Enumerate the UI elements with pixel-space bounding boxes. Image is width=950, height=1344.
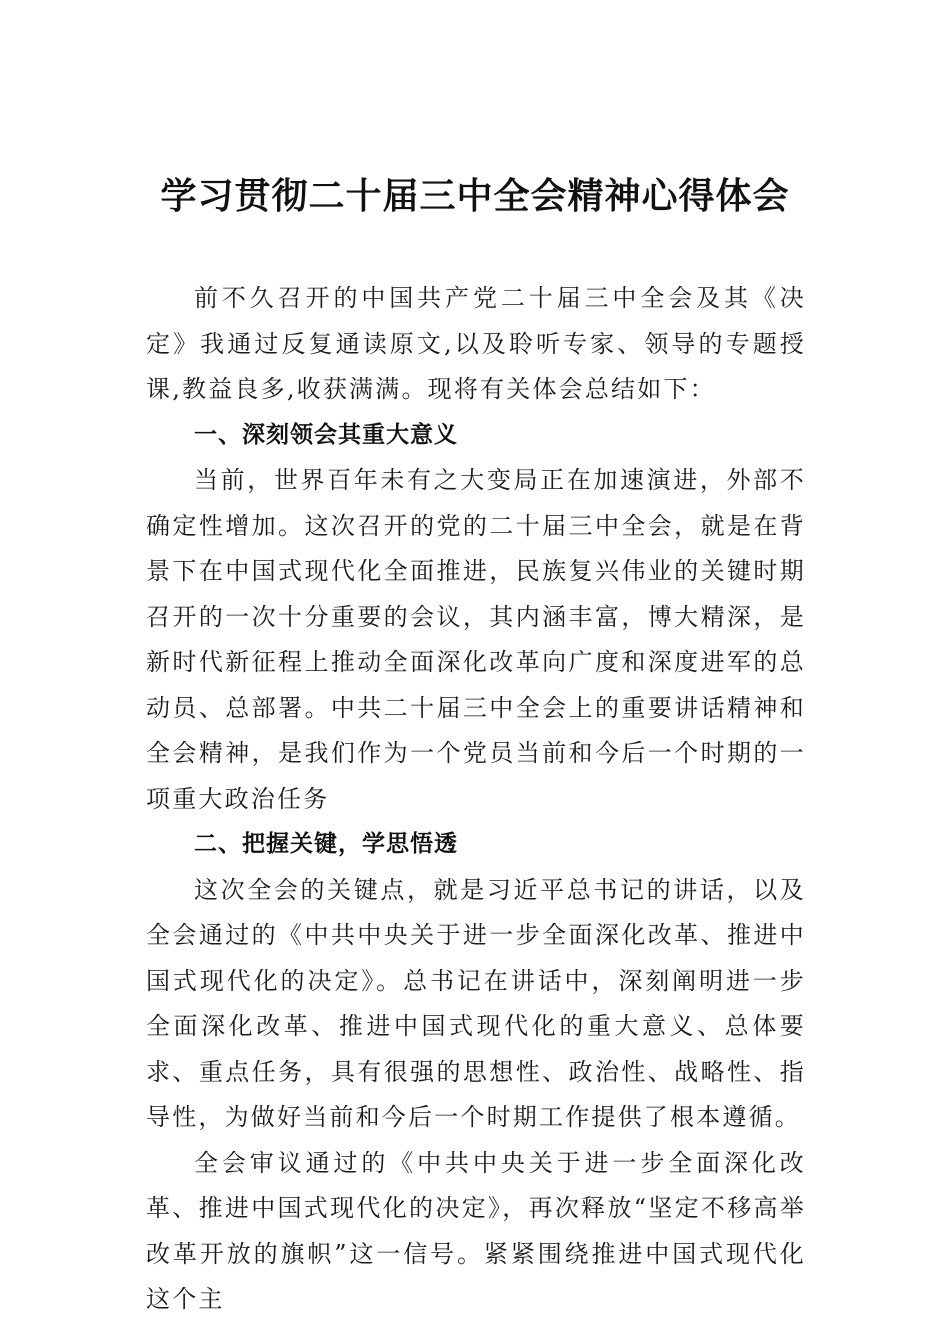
section-heading-2: 二、把握关键，学思悟透	[194, 831, 458, 857]
section-heading-1: 一、深刻领会其重大意义	[194, 421, 458, 448]
paragraph-key-points: 这次全会的关键点，就是习近平总书记的讲话，以及全会通过的《中共中央关于进一步全面深化改革、推进中国式现代化的决定》。总书记在讲话中，深刻阐明进一步全面深化改革、推进中国式现代化的重大意义、总体要求、重点任务，具有很强的思想性、政治性、战略性、指导性，为做好当前和今后一个时期工作提供了根本遵循。	[146, 875, 806, 1131]
paragraph-intro: 前不久召开的中国共产党二十届三中全会及其《决定》我通过反复通读原文,以及聆听专家、领导的专题授课,教益良多,收获满满。现将有关体会总结如下：	[146, 284, 806, 403]
paragraph-decision: 全会审议通过的《中共中央关于进一步全面深化改革、推进中国式现代化的决定》，再次释放“坚定不移高举改革开放的旗帜”这一信号。紧紧围绕推进中国式现代化这个主	[146, 1148, 806, 1313]
document-body	[146, 276, 806, 1323]
document-title: 学习贯彻二十届三中全会精神心得体会	[160, 175, 790, 217]
paragraph-significance: 当前，世界百年未有之大变局正在加速演进，外部不确定性增加。这次召开的党的二十届三中全会，就是在背景下在中国式现代化全面推进，民族复兴伟业的关键时期召开的一次十分重要的会议，其内涵丰富，博大精深，是新时代新征程上推动全面深化改革向广度和深度进军的总动员、总部署。中共二十届三中全会上的重要讲话精神和全会精神，是我们作为一个党员当前和今后一个时期的一项重大政治任务	[146, 466, 806, 813]
